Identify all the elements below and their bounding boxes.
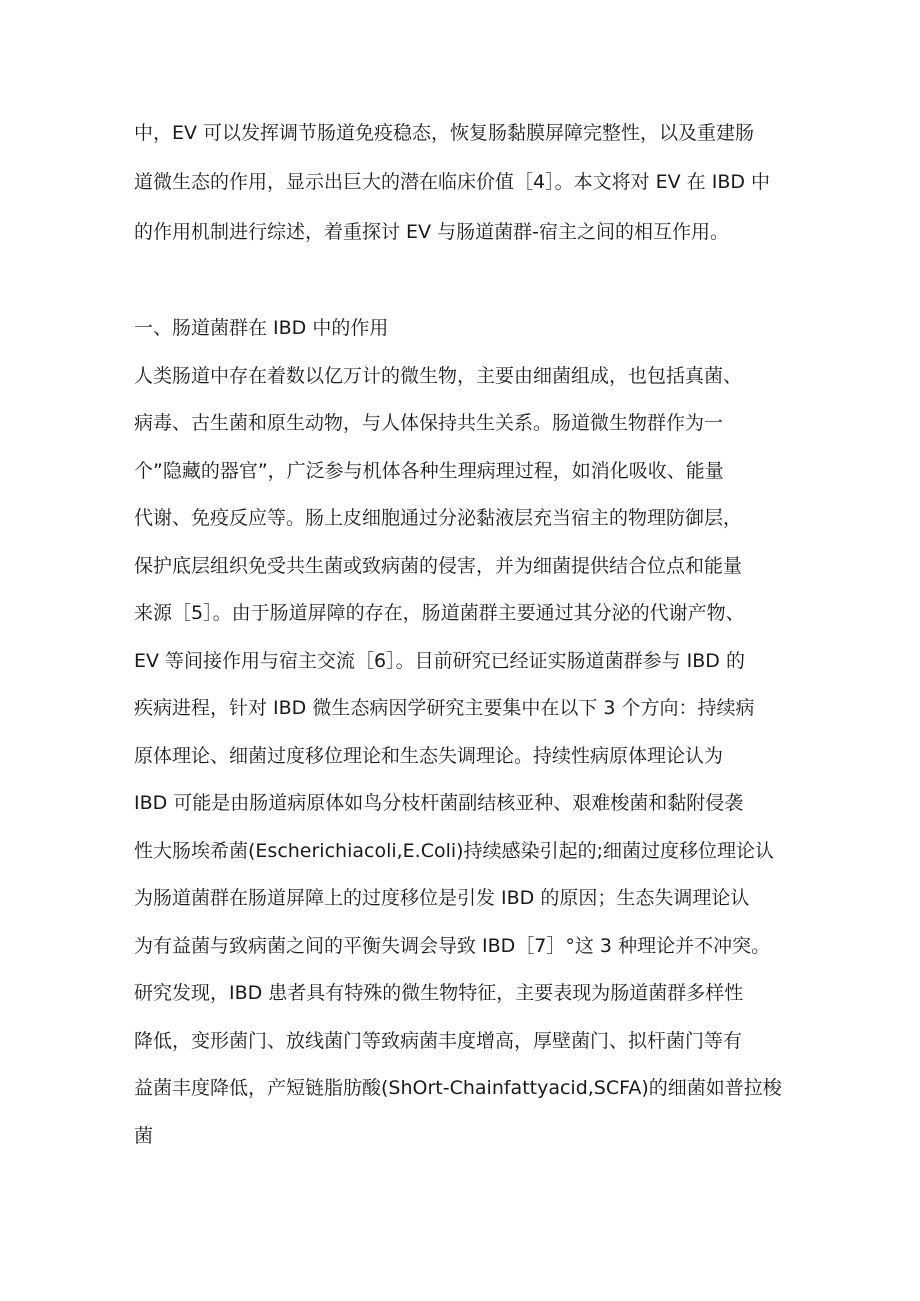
- paragraph-2-line: EV 等间接作用与宿主交流［6］。目前研究已经证实肠道菌群参与 IBD 的: [134, 650, 745, 672]
- paragraph-2-line: 疾病进程，针对 IBD 微生态病因学研究主要集中在以下 3 个方向：持续病: [134, 697, 755, 719]
- section-heading: 一、肠道菌群在 IBD 中的作用: [134, 317, 389, 339]
- paragraph-2-line: 人类肠道中存在着数以亿万计的微生物，主要由细菌组成，也包括真菌、: [134, 365, 743, 387]
- paragraph-2-line: 益菌丰度降低，产短链脂肪酸(ShOrt-Chainfattyacid,SCFA)的细菌如普拉梭: [134, 1077, 782, 1099]
- paragraph-2-line: 代谢、免疫反应等。肠上皮细胞通过分泌黏液层充当宿主的物理防御层，: [134, 507, 743, 529]
- paragraph-2-line: 来源［5］。由于肠道屏障的存在，肠道菌群主要通过其分泌的代谢产物、: [134, 602, 745, 624]
- paragraph-2-line: 为有益菌与致病菌之间的平衡失调会导致 IBD［7］°这 3 种理论并不冲突。: [134, 935, 771, 957]
- paragraph-2-line: 菌: [134, 1125, 154, 1147]
- paragraph-1-line: 中，EV 可以发挥调节肠道免疫稳态，恢复肠黏膜屏障完整性，以及重建肠: [134, 122, 755, 144]
- paragraph-2-line: IBD 可能是由肠道病原体如鸟分枝杆菌副结核亚种、艰难梭菌和黏附侵袭: [134, 792, 744, 814]
- paragraph-2-line: 研究发现，IBD 患者具有特殊的微生物特征，主要表现为肠道菌群多样性: [134, 982, 744, 1004]
- paragraph-2-line: 为肠道菌群在肠道屏障上的过度移位是引发 IBD 的原因；生态失调理论认: [134, 887, 750, 909]
- paragraph-2-line: 个”隐藏的器官”，广泛参与机体各种生理病理过程，如消化吸收、能量: [134, 460, 724, 482]
- paragraph-2-line: 性大肠埃希菌(Escherichiacoli,E.Coli)持续感染引起的;细菌过度移位理论认: [134, 840, 774, 862]
- paragraph-2-line: 降低，变形菌门、放线菌门等致病菌丰度增高，厚壁菌门、拟杆菌门等有: [134, 1030, 743, 1052]
- paragraph-2-line: 保护底层组织免受共生菌或致病菌的侵害，并为细菌提供结合位点和能量: [134, 555, 743, 577]
- paragraph-2-line: 原体理论、细菌过度移位理论和生态失调理论。持续性病原体理论认为: [134, 745, 724, 767]
- paragraph-1-line: 道微生态的作用，显示出巨大的潜在临床价值［4］。本文将对 EV 在 IBD 中: [134, 171, 771, 193]
- paragraph-1-line: 的作用机制进行综述，着重探讨 EV 与肠道菌群-宿主之间的相互作用。: [134, 221, 729, 243]
- paragraph-2-line: 病毒、古生菌和原生动物，与人体保持共生关系。肠道微生物群作为一: [134, 412, 724, 434]
